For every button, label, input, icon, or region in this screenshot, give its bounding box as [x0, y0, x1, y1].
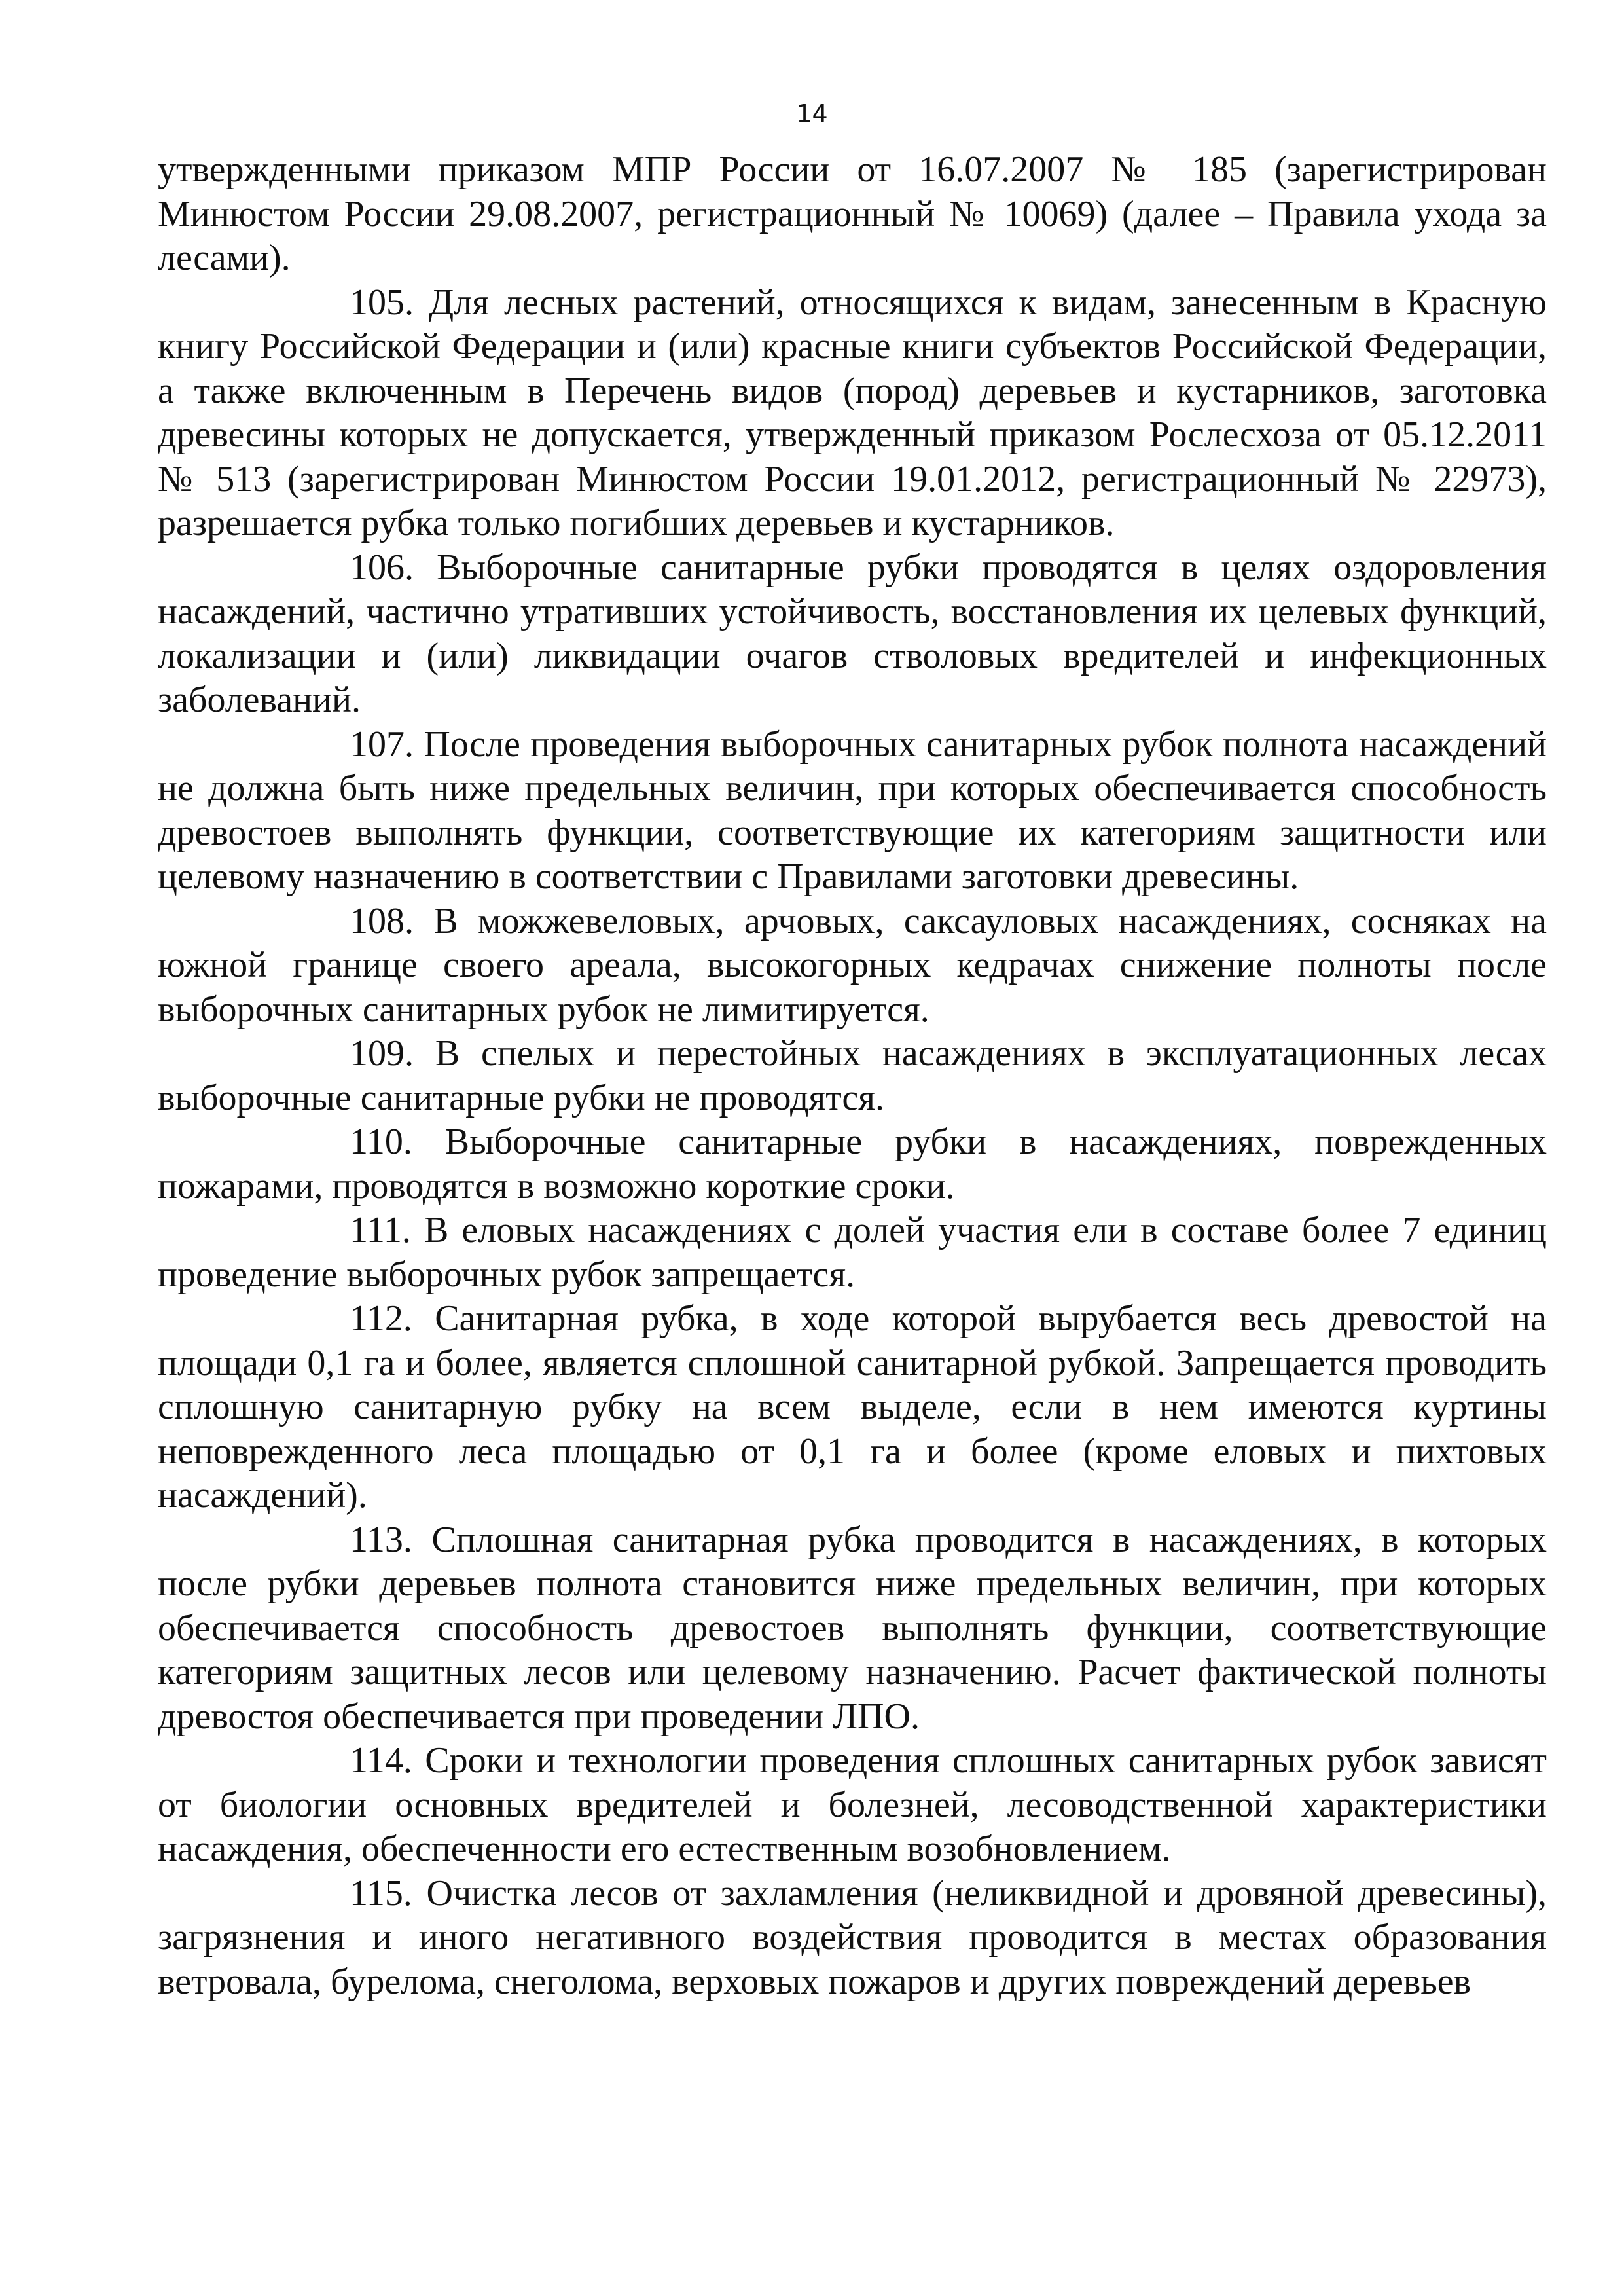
paragraph-115 — [158, 1872, 1547, 2005]
paragraph-number: 105. — [350, 282, 414, 323]
paragraph-number: 110. — [350, 1121, 412, 1162]
paragraph-text: Выборочные санитарные рубки в насаждениях, поврежденных пожарами, проводятся в возможно короткие сроки. — [158, 1121, 1547, 1207]
paragraph-text: Для лесных растений, относящихся к видам, занесенным в Красную книгу Российской Федерации и (или) красные книги субъектов Российской Федерации, а также включенным в Перечень видов (пород) деревьев и кустарников, заготовка древесины которых не допускается, утвержденный приказом Рослесхоза от 05.12.2011 № 513 (зарегистрирован Минюстом России 19.01.2012, регистрационный № 22973), разрешается рубка только погибших деревьев и кустарников. — [158, 282, 1547, 543]
paragraph-continuation — [158, 148, 1547, 281]
paragraph-105 — [158, 281, 1547, 546]
paragraph-106 — [158, 546, 1547, 723]
page-number: 14 — [796, 100, 828, 128]
paragraph-text: После проведения выборочных санитарных рубок полнота насаждений не должна быть ниже предельных величин, при которых обеспечивается способность древостоев выполнять функции, соответствующие их категориям защитности или целевому назначению в соответствии с Правилами заготовки древесины. — [158, 723, 1547, 897]
paragraph-114 — [158, 1739, 1547, 1872]
paragraph-text: Выборочные санитарные рубки проводятся в целях оздоровления насаждений, частично утративших устойчивость, восстановления их целевых функций, локализации и (или) ликвидации очагов стволовых вредителей и инфекционных заболеваний. — [158, 547, 1547, 720]
paragraph-107 — [158, 723, 1547, 900]
paragraph-number: 115. — [350, 1872, 412, 1914]
paragraph-110 — [158, 1120, 1547, 1209]
paragraph-text: Сроки и технологии проведения сплошных санитарных рубок зависят от биологии основных вредителей и болезней, лесоводственной характеристики насаждения, обеспеченности его естественным возобновлением. — [158, 1740, 1547, 1869]
paragraph-text: В спелых и перестойных насаждениях в эксплуатационных лесах выборочные санитарные рубки не проводятся. — [158, 1033, 1547, 1118]
paragraph-112 — [158, 1297, 1547, 1518]
paragraph-109 — [158, 1032, 1547, 1120]
paragraph-number: 107. — [350, 723, 414, 765]
paragraph-text: Очистка лесов от захламления (неликвидной и дровяной древесины), загрязнения и иного негативного воздействия проводится в местах образования ветровала, бурелома, снеголома, верховых пожаров и других повреждений деревьев — [158, 1872, 1547, 2002]
paragraph-number: 114. — [350, 1740, 412, 1781]
paragraph-text: В можжевеловых, арчовых, саксауловых насаждениях, сосняках на южной границе своего ареала, высокогорных кедрачах снижение полноты после выборочных санитарных рубок не лимитируется. — [158, 900, 1547, 1030]
document-body — [158, 148, 1547, 2004]
paragraph-number: 106. — [350, 547, 414, 588]
paragraph-number: 111. — [350, 1210, 411, 1250]
paragraph-text: Санитарная рубка, в ходе которой вырубается весь древостой на площади 0,1 га и более, является сплошной санитарной рубкой. Запрещается проводить сплошную санитарную рубку на всем выделе, если в нем имеются куртины неповрежденного леса площадью от 0,1 га и более (кроме еловых и пихтовых насаждений). — [158, 1298, 1547, 1516]
paragraph-text: Сплошная санитарная рубка проводится в насаждениях, в которых после рубки деревьев полнота становится ниже предельных величин, при которых обеспечивается способность древостоев выполнять функции, соответствующие категориям защитных лесов или целевому назначению. Расчет фактической полноты древостоя обеспечивается при проведении ЛПО. — [158, 1519, 1547, 1737]
paragraph-111 — [158, 1209, 1547, 1297]
paragraph-number: 109. — [350, 1033, 414, 1074]
paragraph-number: 112. — [350, 1298, 412, 1339]
paragraph-number: 113. — [350, 1519, 412, 1560]
paragraph-number: 108. — [350, 900, 414, 941]
paragraph-113 — [158, 1518, 1547, 1740]
paragraph-108 — [158, 900, 1547, 1032]
paragraph-text: утвержденными приказом МПР России от 16.07.2007 № 185 (зарегистрирован Минюстом России 29.08.2007, регистрационный № 10069) (далее – Правила ухода за лесами). — [158, 149, 1547, 278]
paragraph-text: В еловых насаждениях с долей участия ели в составе более 7 единиц проведение выборочных рубок запрещается. — [158, 1210, 1547, 1295]
